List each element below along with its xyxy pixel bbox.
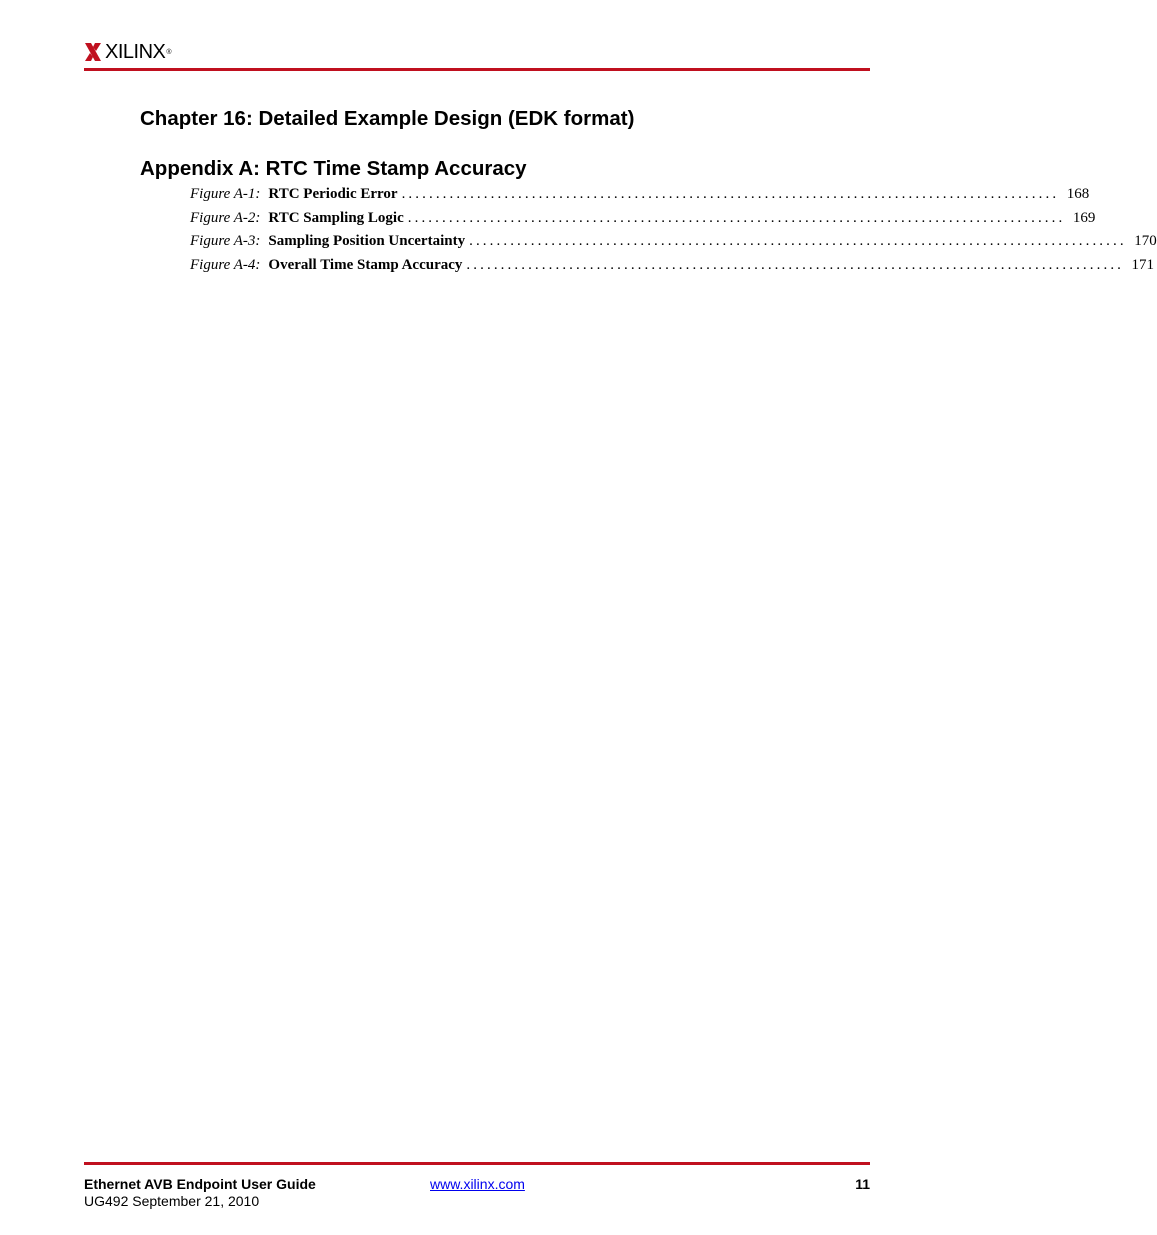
toc-page-number[interactable]: 170 — [1134, 233, 1157, 249]
toc-leader-dots: ................................................................................................ — [407, 209, 1066, 226]
figure-list — [190, 186, 1157, 280]
toc-entry[interactable] — [190, 186, 1090, 210]
footer-page-number: 11 — [855, 1176, 870, 1192]
logo-text: XILINX — [105, 41, 166, 63]
toc-entry[interactable] — [190, 256, 1155, 281]
footer-rule — [84, 1162, 870, 1165]
toc-figure-label: Figure A-1: — [190, 186, 261, 202]
toc-title[interactable]: RTC Periodic Error — [268, 186, 398, 202]
toc-leader-dots: ................................................................................................ — [466, 256, 1125, 273]
toc-figure-label: Figure A-3: — [190, 233, 261, 249]
toc-leader-dots: ................................................................................................ — [401, 186, 1060, 202]
toc-entry[interactable] — [190, 233, 1157, 257]
appendix-a-heading: Appendix A: RTC Time Stamp Accuracy — [140, 157, 527, 180]
toc-entry[interactable] — [190, 209, 1096, 234]
toc-title[interactable]: Sampling Position Uncertainty — [268, 233, 466, 249]
footer-doc-id-date: UG492 September 21, 2010 — [84, 1193, 260, 1209]
xilinx-x-logo-icon — [84, 42, 102, 62]
footer-doc-title: Ethernet AVB Endpoint User Guide — [84, 1176, 316, 1192]
footer-left — [84, 1176, 316, 1210]
toc-figure-label: Figure A-4: — [190, 256, 261, 273]
toc-title[interactable]: RTC Sampling Logic — [268, 209, 404, 226]
toc-page-number[interactable]: 171 — [1131, 256, 1155, 273]
footer-center — [430, 1176, 525, 1193]
toc-leader-dots: ................................................................................................ — [469, 233, 1127, 249]
header-rule — [84, 68, 870, 71]
registered-mark: ® — [166, 48, 172, 56]
toc-figure-label: Figure A-2: — [190, 209, 261, 226]
toc-title[interactable]: Overall Time Stamp Accuracy — [268, 256, 463, 273]
toc-page-number[interactable]: 169 — [1072, 209, 1096, 226]
chapter-16-heading: Chapter 16: Detailed Example Design (EDK format) — [140, 107, 635, 130]
website-link[interactable]: www.xilinx.com — [430, 1176, 525, 1192]
toc-page-number[interactable]: 168 — [1066, 186, 1090, 202]
xilinx-logo — [84, 41, 172, 63]
